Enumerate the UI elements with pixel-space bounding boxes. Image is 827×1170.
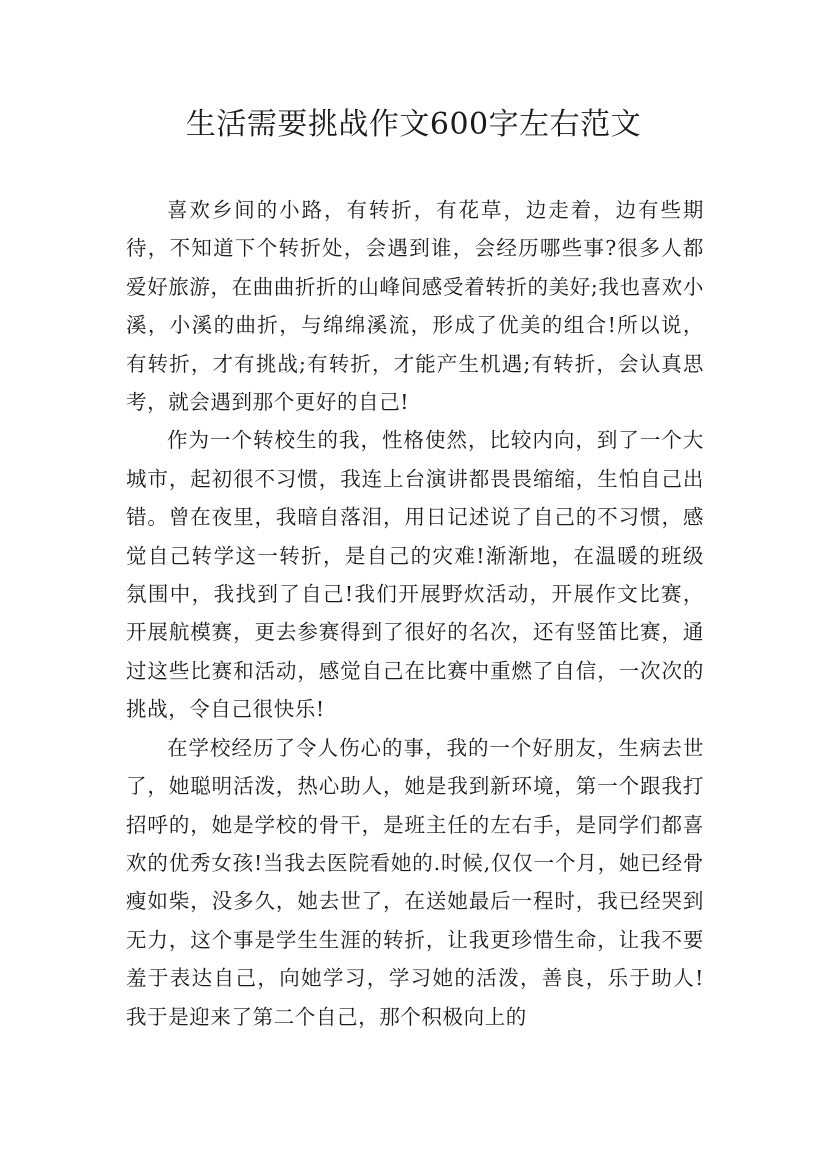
paragraph-1: 喜欢乡间的小路，有转折，有花草，边走着，边有些期待，不知道下个转折处，会遇到谁，会经历哪些事?很多人都爱好旅游，在曲曲折折的山峰间感受着转折的美好;我也喜欢小溪，小溪的曲折，与绵绵溪流，形成了优美的组合!所以说，有转折，才有挑战;有转折，才能产生机遇;有转折，会认真思考，就会遇到那个更好的自己! [126, 198, 704, 415]
document-title: 生活需要挑战作文600字左右范文 [185, 107, 642, 142]
document-body [126, 191, 704, 1036]
paragraph-3: 在学校经历了令人伤心的事，我的一个好朋友，生病去世了，她聪明活泼，热心助人，她是我到新环境，第一个跟我打招呼的，她是学校的骨干，是班主任的左右手，是同学们都喜欢的优秀女孩!当我去医院看她的.时候,仅仅一个月，她已经骨瘦如柴，没多久，她去世了，在送她最后一程时，我已经哭到无力，这个事是学生生涯的转折，让我更珍惜生命，让我不要羞于表达自己，向她学习，学习她的活泼，善良，乐于助人!我于是迎来了第二个自己，那个积极向上的 [126, 735, 704, 1029]
paragraph-2: 作为一个转校生的我，性格使然，比较内向，到了一个大城市，起初很不习惯，我连上台演讲都畏畏缩缩，生怕自己出错。曾在夜里，我暗自落泪，用日记述说了自己的不习惯，感觉自己转学这一转折，是自己的灾难!渐渐地，在温暖的班级氛围中，我找到了自己!我们开展野炊活动，开展作文比赛，开展航模赛，更去参赛得到了很好的名次，还有竖笛比赛，通过这些比赛和活动，感觉自己在比赛中重燃了自信，一次次的挑战，令自己很快乐! [126, 428, 704, 722]
